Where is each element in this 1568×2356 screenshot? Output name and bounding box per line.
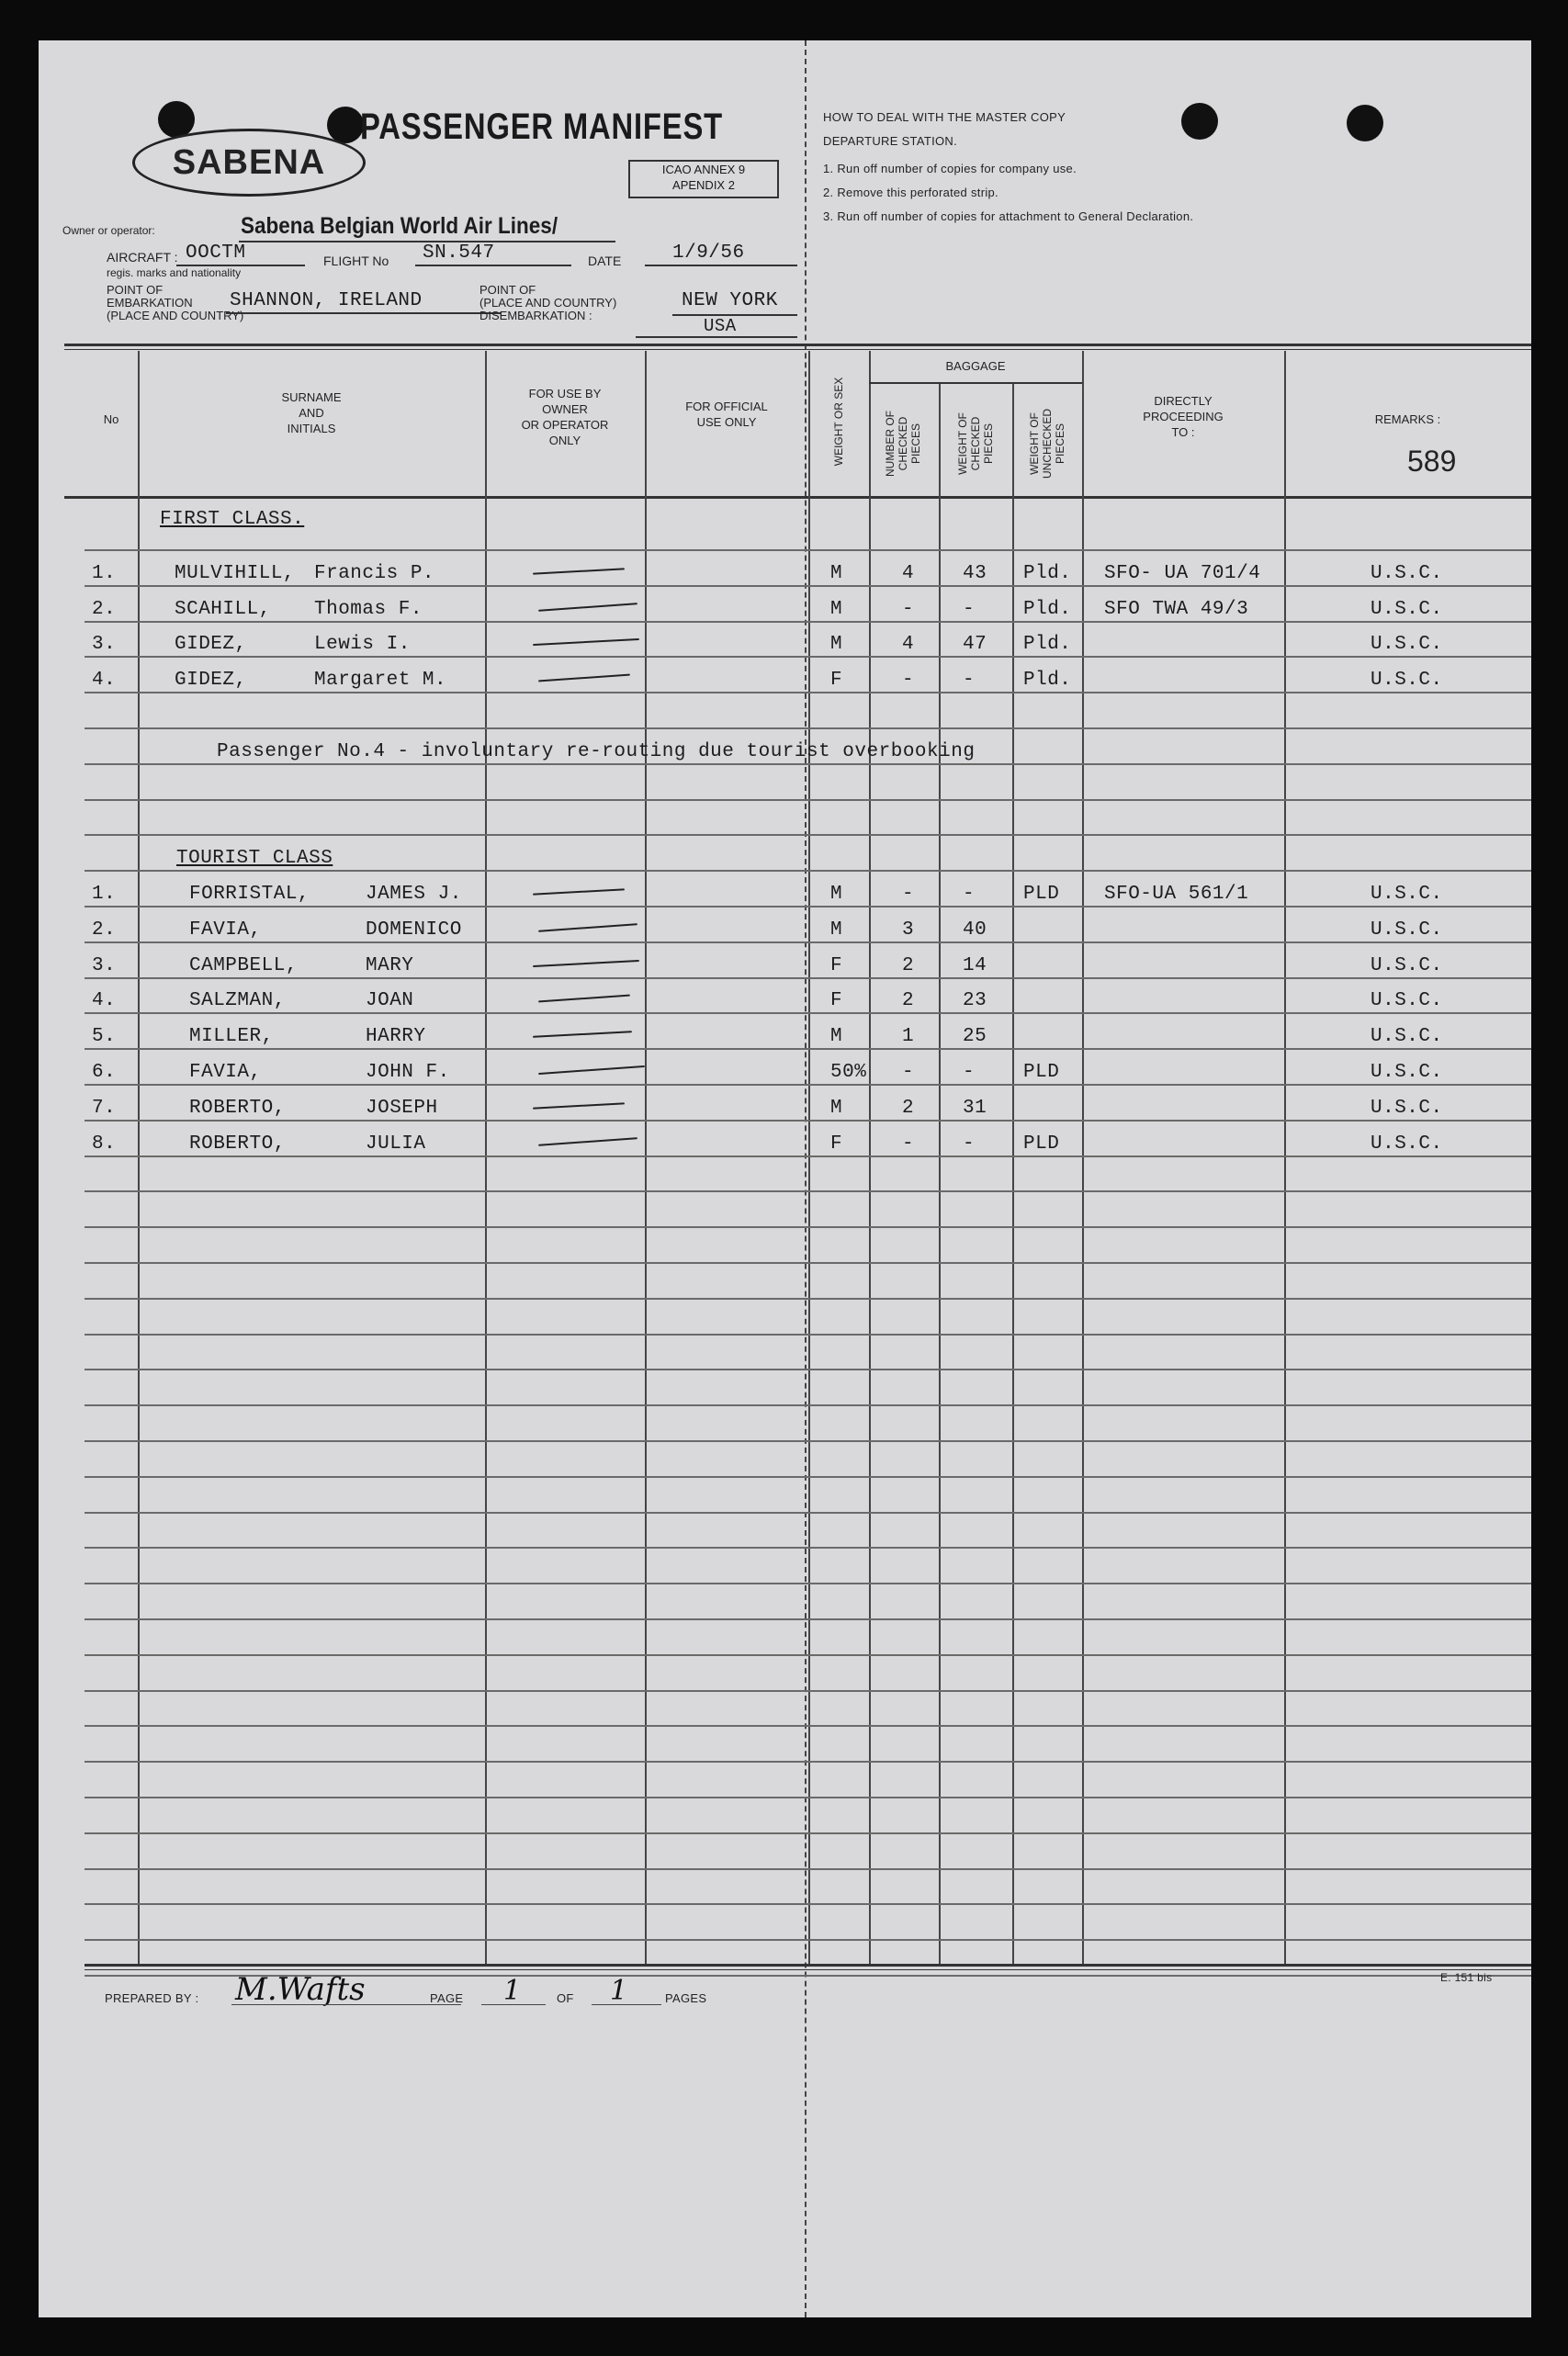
passenger-no: 6. xyxy=(92,1062,117,1083)
date-label: DATE xyxy=(588,254,622,268)
row-rule xyxy=(85,1690,1531,1692)
operator-checkmark xyxy=(533,568,625,574)
row-rule xyxy=(85,1583,1531,1584)
row-rule xyxy=(85,1618,1531,1620)
row-rule xyxy=(85,1226,1531,1228)
passenger-weight: - xyxy=(963,884,976,905)
row-rule xyxy=(85,727,1531,729)
row-rule xyxy=(85,1404,1531,1406)
passenger-surname: GIDEZ, xyxy=(175,670,247,691)
passenger-surname: SCAHILL, xyxy=(175,599,271,620)
passenger-no: 4. xyxy=(92,990,117,1011)
passenger-given-name: JULIA xyxy=(366,1133,426,1155)
passenger-pieces: - xyxy=(902,599,915,620)
punch-hole xyxy=(158,101,195,138)
icao-annex-box xyxy=(628,160,779,198)
total-pages: 1 xyxy=(610,1975,628,2007)
row-rule xyxy=(85,1084,1531,1086)
passenger-surname: MULVIHILL, xyxy=(175,563,296,584)
embarkation-label-2: EMBARKATION xyxy=(107,296,193,310)
passenger-remarks: U.S.C. xyxy=(1371,1062,1443,1083)
passenger-sex: M xyxy=(830,919,843,941)
passenger-no: 1. xyxy=(92,563,117,584)
disembarkation-label-2: (PLACE AND COUNTRY) xyxy=(479,296,617,310)
col-header-baggage: BAGGAGE xyxy=(945,359,1006,373)
punch-hole xyxy=(1181,103,1218,140)
passenger-surname: ROBERTO, xyxy=(189,1098,286,1119)
punch-hole xyxy=(1347,105,1383,141)
row-rule xyxy=(85,941,1531,943)
passenger-pieces: 2 xyxy=(902,990,915,1011)
operator-checkmark xyxy=(538,1065,645,1075)
annex-line-2: APENDIX 2 xyxy=(672,178,735,192)
pages-label: PAGES xyxy=(665,1991,707,2005)
passenger-weight: 40 xyxy=(963,919,987,941)
passenger-unchecked: Pld. xyxy=(1023,634,1072,655)
passenger-weight: - xyxy=(963,599,976,620)
passenger-given-name: JOSEPH xyxy=(366,1098,438,1119)
aircraft-label: AIRCRAFT : xyxy=(107,250,178,265)
row-rule xyxy=(85,656,1531,658)
passenger-pieces: 2 xyxy=(902,955,915,976)
passenger-given-name: Lewis I. xyxy=(314,634,411,655)
passenger-no: 5. xyxy=(92,1026,117,1047)
passenger-unchecked: PLD xyxy=(1023,884,1060,905)
passenger-pieces: 2 xyxy=(902,1098,915,1119)
row-rule xyxy=(85,621,1531,623)
page-number: 1 xyxy=(503,1975,522,2007)
passenger-sex: F xyxy=(830,1133,843,1155)
owner-value: Sabena Belgian World Air Lines/ xyxy=(241,213,558,239)
passenger-sex: 50% xyxy=(830,1062,867,1083)
row-rule xyxy=(85,1476,1531,1478)
passenger-weight: 43 xyxy=(963,563,987,584)
section-first-class: FIRST CLASS. xyxy=(160,509,305,530)
row-rule xyxy=(85,1761,1531,1763)
col-header-remarks: REMARKS : xyxy=(1374,412,1441,426)
passenger-surname: CAMPBELL, xyxy=(189,955,298,976)
passenger-given-name: HARRY xyxy=(366,1026,426,1047)
col-header-number-checked: NUMBER OF CHECKED PIECES xyxy=(884,411,922,477)
passenger-pieces: - xyxy=(902,884,915,905)
passenger-sex: F xyxy=(830,955,843,976)
passenger-surname: FAVIA, xyxy=(189,919,262,941)
passenger-given-name: Thomas F. xyxy=(314,599,423,620)
passenger-surname: ROBERTO, xyxy=(189,1133,286,1155)
punch-hole xyxy=(327,107,364,143)
passenger-no: 7. xyxy=(92,1098,117,1119)
row-rule xyxy=(85,834,1531,836)
instruction-3: 3. Run off number of copies for attachment to General Declaration. xyxy=(823,209,1194,223)
passenger-sex: M xyxy=(830,884,843,905)
row-rule xyxy=(85,1868,1531,1870)
operator-checkmark xyxy=(533,638,639,646)
col-header-proceeding: DIRECTLY PROCEEDING TO : xyxy=(1143,394,1224,439)
instructions-heading: HOW TO DEAL WITH THE MASTER COPY xyxy=(823,110,1066,124)
passenger-weight: - xyxy=(963,1062,976,1083)
passenger-pieces: - xyxy=(902,1062,915,1083)
passenger-remarks: U.S.C. xyxy=(1371,955,1443,976)
col-header-owner-use: FOR USE BY OWNER OR OPERATOR ONLY xyxy=(521,387,609,447)
table-header-top xyxy=(64,344,1531,346)
row-rule xyxy=(85,1903,1531,1905)
row-rule xyxy=(85,1369,1531,1370)
row-rule xyxy=(85,549,1531,551)
flight-value: SN.547 xyxy=(423,242,495,264)
section-tourist-class: TOURIST CLASS xyxy=(176,848,333,869)
passenger-pieces: 3 xyxy=(902,919,915,941)
disembarkation-country: USA xyxy=(704,316,737,336)
col-header-no: No xyxy=(103,412,119,426)
row-rule xyxy=(85,1298,1531,1300)
passenger-surname: FAVIA, xyxy=(189,1062,262,1083)
passenger-remarks: U.S.C. xyxy=(1371,1133,1443,1155)
passenger-given-name: Francis P. xyxy=(314,563,435,584)
passenger-no: 4. xyxy=(92,670,117,691)
sabena-logo: SABENA xyxy=(132,129,366,197)
form-number: E. 151 bis xyxy=(1440,1971,1493,1984)
row-rule xyxy=(85,1334,1531,1336)
embarkation-value: SHANNON, IRELAND xyxy=(230,290,423,311)
passenger-remarks: U.S.C. xyxy=(1371,599,1443,620)
row-rule xyxy=(85,1512,1531,1514)
passenger-pieces: 1 xyxy=(902,1026,915,1047)
table-header-bottom xyxy=(64,496,1531,499)
passenger-surname: GIDEZ, xyxy=(175,634,247,655)
embarkation-label: POINT OF xyxy=(107,283,164,297)
reroute-note: Passenger No.4 - involuntary re-routing due tourist overbooking xyxy=(217,741,976,762)
passenger-weight: 23 xyxy=(963,990,987,1011)
passenger-remarks: U.S.C. xyxy=(1371,990,1443,1011)
passenger-surname: FORRISTAL, xyxy=(189,884,310,905)
passenger-remarks: U.S.C. xyxy=(1371,670,1443,691)
passenger-unchecked: PLD xyxy=(1023,1133,1060,1155)
operator-checkmark xyxy=(533,1102,625,1109)
passenger-sex: M xyxy=(830,599,843,620)
col-header-weight-or-sex: WEIGHT OR SEX xyxy=(832,377,845,467)
passenger-pieces: 4 xyxy=(902,563,915,584)
page-label: PAGE xyxy=(430,1991,464,2005)
row-rule xyxy=(85,1155,1531,1157)
of-label: OF xyxy=(557,1991,574,2005)
disembarkation-label: POINT OF xyxy=(479,283,536,297)
col-header-surname: SURNAME AND INITIALS xyxy=(281,390,342,435)
annex-line-1: ICAO ANNEX 9 xyxy=(661,163,746,176)
passenger-proceeding: SFO- UA 701/4 xyxy=(1104,563,1261,584)
operator-checkmark xyxy=(533,960,639,967)
operator-checkmark xyxy=(533,888,625,895)
row-rule xyxy=(85,1725,1531,1727)
passenger-given-name: Margaret M. xyxy=(314,670,447,691)
embarkation-label-3: (PLACE AND COUNTRY) xyxy=(107,309,244,322)
passenger-no: 1. xyxy=(92,884,117,905)
passenger-remarks: U.S.C. xyxy=(1371,563,1443,584)
passenger-no: 2. xyxy=(92,919,117,941)
operator-checkmark xyxy=(538,1137,637,1146)
passenger-weight: - xyxy=(963,670,976,691)
disembarkation-label-3: DISEMBARKATION : xyxy=(479,309,592,322)
passenger-remarks: U.S.C. xyxy=(1371,1026,1443,1047)
col-header-weight-unchecked: WEIGHT OF UNCHECKED PIECES xyxy=(1028,409,1066,479)
row-rule xyxy=(85,1440,1531,1442)
passenger-sex: F xyxy=(830,990,843,1011)
passenger-proceeding: SFO-UA 561/1 xyxy=(1104,884,1249,905)
prepared-by-label: PREPARED BY : xyxy=(105,1991,199,2005)
passenger-pieces: - xyxy=(902,1133,915,1155)
flight-label: FLIGHT No xyxy=(323,254,389,268)
passenger-no: 2. xyxy=(92,599,117,620)
operator-checkmark xyxy=(538,995,630,1003)
row-rule xyxy=(85,1939,1531,1941)
passenger-weight: 14 xyxy=(963,955,987,976)
row-rule xyxy=(85,1654,1531,1656)
passenger-given-name: JOAN xyxy=(366,990,414,1011)
instruction-1: 1. Run off number of copies for company use. xyxy=(823,162,1077,175)
passenger-unchecked: Pld. xyxy=(1023,599,1072,620)
passenger-unchecked: Pld. xyxy=(1023,563,1072,584)
row-rule xyxy=(85,692,1531,693)
aircraft-value: OOCTM xyxy=(186,242,246,264)
passenger-surname: SALZMAN, xyxy=(189,990,286,1011)
passenger-weight: 25 xyxy=(963,1026,987,1047)
disembarkation-value: NEW YORK xyxy=(682,290,778,311)
row-rule xyxy=(85,870,1531,872)
row-rule xyxy=(85,1262,1531,1264)
col-header-weight-checked: WEIGHT OF CHECKED PIECES xyxy=(956,412,995,475)
row-rule xyxy=(85,1190,1531,1192)
passenger-no: 3. xyxy=(92,634,117,655)
owner-label: Owner or operator: xyxy=(62,224,155,237)
row-rule xyxy=(85,906,1531,907)
passenger-unchecked: Pld. xyxy=(1023,670,1072,691)
remarks-number: 589 xyxy=(1407,445,1457,478)
row-rule xyxy=(85,1547,1531,1549)
passenger-sex: M xyxy=(830,1098,843,1119)
passenger-given-name: JOHN F. xyxy=(366,1062,450,1083)
passenger-weight: 31 xyxy=(963,1098,987,1119)
row-rule xyxy=(85,1120,1531,1122)
row-rule xyxy=(85,1012,1531,1014)
instructions-heading-2: DEPARTURE STATION. xyxy=(823,134,958,148)
passenger-remarks: U.S.C. xyxy=(1371,884,1443,905)
passenger-no: 3. xyxy=(92,955,117,976)
operator-checkmark xyxy=(538,603,637,612)
preparer-signature: M.Wafts xyxy=(235,1971,366,2008)
date-value: 1/9/56 xyxy=(672,242,745,264)
passenger-sex: M xyxy=(830,634,843,655)
passenger-sex: M xyxy=(830,563,843,584)
passenger-remarks: U.S.C. xyxy=(1371,919,1443,941)
row-rule xyxy=(85,1797,1531,1798)
passenger-given-name: DOMENICO xyxy=(366,919,462,941)
row-rule xyxy=(85,799,1531,801)
instruction-2: 2. Remove this perforated strip. xyxy=(823,186,998,199)
passenger-given-name: MARY xyxy=(366,955,414,976)
operator-checkmark xyxy=(533,1031,632,1038)
row-rule xyxy=(85,763,1531,765)
passenger-remarks: U.S.C. xyxy=(1371,1098,1443,1119)
passenger-proceeding: SFO TWA 49/3 xyxy=(1104,599,1249,620)
passenger-weight: - xyxy=(963,1133,976,1155)
aircraft-sublabel: regis. marks and nationality xyxy=(107,266,242,279)
passenger-given-name: JAMES J. xyxy=(366,884,462,905)
passenger-sex: M xyxy=(830,1026,843,1047)
row-rule xyxy=(85,1048,1531,1050)
col-header-official-use: FOR OFFICIAL USE ONLY xyxy=(685,400,768,429)
passenger-surname: MILLER, xyxy=(189,1026,274,1047)
passenger-weight: 47 xyxy=(963,634,987,655)
row-rule xyxy=(85,977,1531,979)
operator-checkmark xyxy=(538,923,637,932)
page-title: PASSENGER MANIFEST xyxy=(360,107,724,147)
passenger-pieces: 4 xyxy=(902,634,915,655)
row-rule xyxy=(85,1832,1531,1834)
passenger-unchecked: PLD xyxy=(1023,1062,1060,1083)
passenger-remarks: U.S.C. xyxy=(1371,634,1443,655)
operator-checkmark xyxy=(538,674,630,682)
manifest-page xyxy=(39,40,1531,2317)
passenger-pieces: - xyxy=(902,670,915,691)
row-rule xyxy=(85,585,1531,587)
passenger-no: 8. xyxy=(92,1133,117,1155)
passenger-sex: F xyxy=(830,670,843,691)
